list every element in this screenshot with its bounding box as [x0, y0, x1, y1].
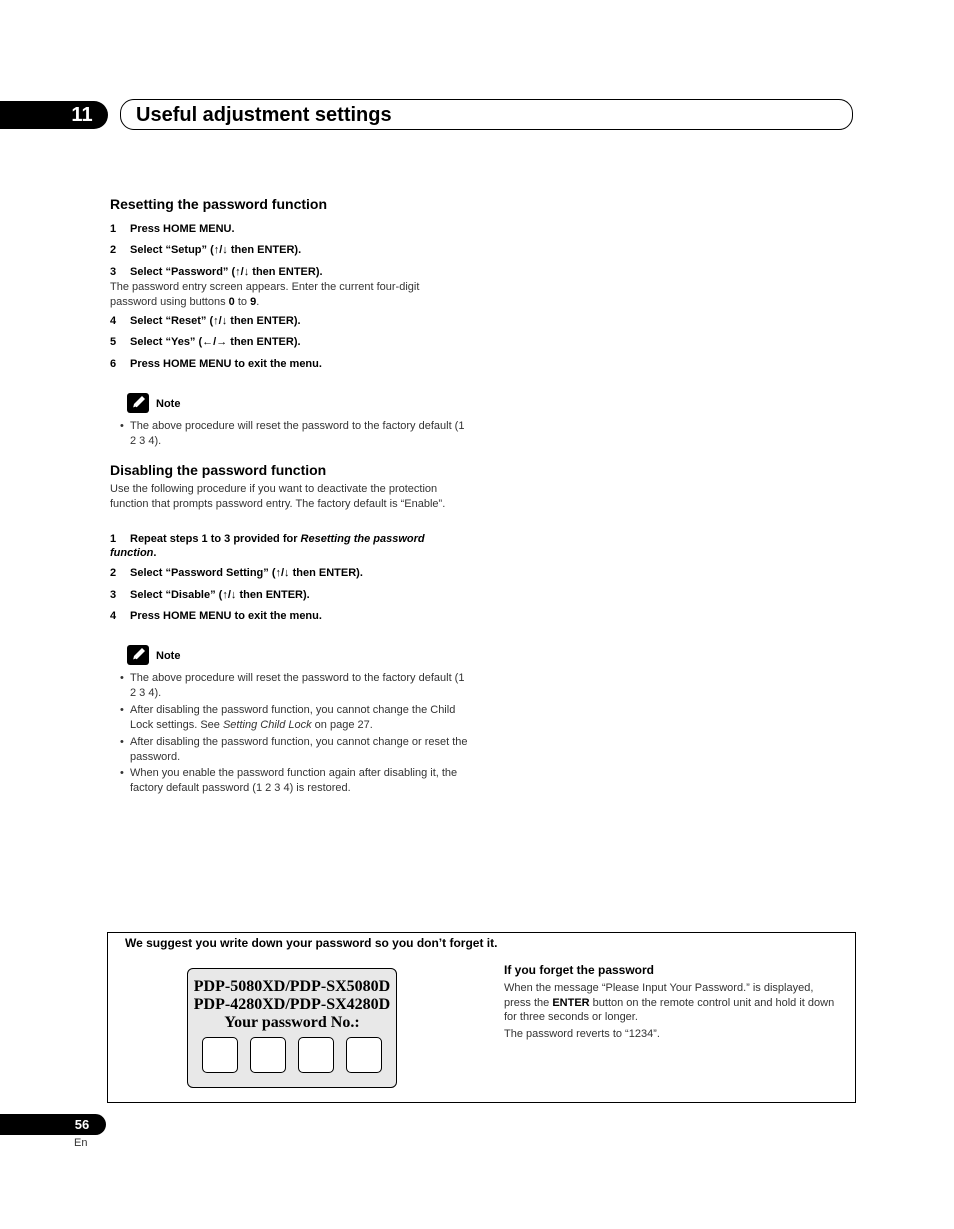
disable-note-item-4: • When you enable the password function again after disabling it, the factory default password (1 2 3 4) is restored. [120, 767, 458, 794]
chapter-title: Useful adjustment settings [136, 104, 392, 126]
reset-note-item: • The above procedure will reset the password to the factory default (1 2 3 4). [120, 420, 465, 447]
disable-heading: Disabling the password function [110, 462, 327, 478]
up-down-arrows-icon: ↑/↓ [235, 266, 250, 278]
disable-intro: Use the following procedure if you want to deactivate the protection function that prompts password entry. The factory default is “Enable”. [110, 483, 446, 510]
reset-step-4: 4 Select “Reset” (↑/↓ then ENTER). [110, 315, 301, 327]
reset-step-3: 3 Select “Password” (↑/↓ then ENTER). [110, 266, 323, 278]
password-digit-box [346, 1037, 382, 1073]
note-label: Note [156, 650, 181, 662]
note-pencil-icon [127, 393, 149, 413]
disable-step-4: 4 Press HOME MENU to exit the menu. [110, 610, 322, 622]
up-down-arrows-icon: ↑/↓ [275, 567, 290, 579]
chapter-number: 11 [71, 104, 93, 126]
disable-note-item-3: • After disabling the password function, you cannot change or reset the password. [120, 736, 468, 763]
left-right-arrows-icon: ←/→ [202, 336, 228, 348]
reset-heading: Resetting the password function [110, 196, 328, 212]
reset-step-2: 2 Select “Setup” (↑/↓ then ENTER). [110, 244, 302, 256]
up-down-arrows-icon: ↑/↓ [213, 315, 228, 327]
disable-step-1: 1 Repeat steps 1 to 3 provided for Resetting the password function. [110, 533, 425, 559]
forget-heading: If you forget the password [504, 963, 655, 977]
reset-step-3-body: The password entry screen appears. Enter the current four-digit password using buttons 0 to 9. [110, 281, 420, 308]
up-down-arrows-icon: ↑/↓ [213, 244, 228, 256]
reset-step-1: 1 Press HOME MENU. [110, 223, 235, 235]
forget-body: When the message “Please Input Your Password.” is displayed, press the ENTER button on the remote control unit and hold it down for three seconds or longer. [504, 982, 835, 1023]
reset-step-6: 6 Press HOME MENU to exit the menu. [110, 358, 322, 370]
reset-step-5: 5 Select “Yes” (←/→ then ENTER). [110, 336, 301, 348]
suggest-text: We suggest you write down your password so you don’t forget it. [125, 936, 498, 950]
card-model-line-1: PDP-5080XD/PDP-SX5080D [193, 978, 391, 995]
note-label: Note [156, 398, 181, 410]
password-digit-box [250, 1037, 286, 1073]
note-pencil-icon [127, 645, 149, 665]
card-model-line-2: PDP-4280XD/PDP-SX4280D [193, 996, 391, 1013]
page-number: 56 [74, 1117, 90, 1132]
disable-note-item-1: • The above procedure will reset the password to the factory default (1 2 3 4). [120, 672, 465, 699]
card-password-label: Your password No.: [224, 1014, 360, 1031]
disable-step-3: 3 Select “Disable” (↑/↓ then ENTER). [110, 589, 310, 601]
password-digit-box [298, 1037, 334, 1073]
password-digit-box [202, 1037, 238, 1073]
disable-note-item-2: • After disabling the password function, you cannot change the Child Lock settings. See Setting Child Lock on page 27. [120, 704, 456, 731]
up-down-arrows-icon: ↑/↓ [222, 589, 237, 601]
language-label: En [74, 1137, 88, 1149]
disable-step-2: 2 Select “Password Setting” (↑/↓ then ENTER). [110, 567, 363, 579]
reverts-text: The password reverts to “1234”. [504, 1028, 660, 1040]
